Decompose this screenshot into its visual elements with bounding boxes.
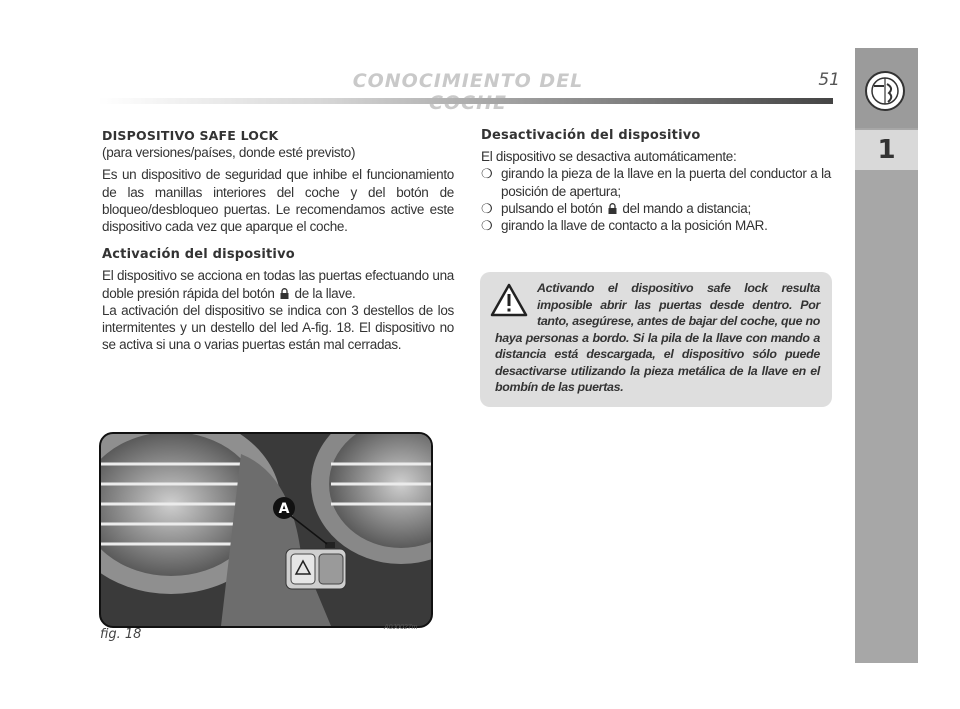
intro-paragraph: Es un dispositivo de seguridad que inhibe el funcionamiento de las manillas interiores del coche y del botón de bloqueo/desbloqueo puertas. Le recomendamos active este dispositivo cada vez que aparque el coche. <box>102 167 454 235</box>
figure-caption: fig. 18 <box>100 627 142 642</box>
list-item-text <box>501 200 751 217</box>
list-item <box>481 217 831 234</box>
list-item-text-end: del mando a distancia; <box>622 200 751 216</box>
lock-icon <box>608 203 617 214</box>
warning-text <box>495 280 820 396</box>
deactivation-heading: Desactivación del dispositivo <box>481 128 701 143</box>
section-subheading: (para versiones/países, donde esté previsto) <box>102 145 356 161</box>
dashboard-illustration <box>101 434 431 626</box>
list-item <box>481 200 831 217</box>
lock-icon <box>280 288 289 299</box>
page-header-title: CONOCIMIENTO DEL <box>352 70 584 92</box>
section-heading: DISPOSITIVO SAFE LOCK <box>102 128 279 143</box>
figure-callout-label: A <box>278 501 290 517</box>
page-number: 51 <box>818 70 840 90</box>
header-rule <box>98 98 833 104</box>
activation-text-end: de la llave. <box>294 285 356 301</box>
activation-led-paragraph: La activación del dispositivo se indica con 3 destellos de los intermitentes y un destello del led A-fig. 18. El dispositivo no se activa si una o varias puertas están mal cerradas. <box>102 302 454 353</box>
alfa-romeo-logo-icon <box>864 70 906 112</box>
activation-text-start: El dispositivo se acciona en todas las puertas efectuando una doble presión rápida del botón <box>102 268 454 301</box>
bullet-marker: ❍ <box>481 200 493 216</box>
list-item-text: girando la llave de contacto a la posición MAR. <box>501 218 768 234</box>
activation-heading: Activación del dispositivo <box>102 247 295 263</box>
figure-18-photo <box>99 432 433 628</box>
activation-paragraph <box>102 267 454 301</box>
list-item <box>481 165 831 199</box>
deactivation-intro: El dispositivo se desactiva automáticamente: <box>481 149 737 165</box>
chapter-tab: 1 <box>855 130 918 170</box>
right-column <box>481 127 831 234</box>
list-item-text-start: pulsando el botón <box>501 200 603 216</box>
left-column <box>102 127 454 353</box>
warning-text-content: Activando el dispositivo safe lock resulta imposible abrir las puertas desde dentro. Por tanto, asegúrese, antes de bajar del coche, que no haya personas a bordo. Si la pila de la llave con mando a distancia está descargada, el dispositivo sólo puede desactivarse utilizando la pieza metálica de la llave en el bombín de las puertas. <box>495 281 820 394</box>
figure-code: A0J0027m <box>384 624 418 631</box>
bullet-marker: ❍ <box>481 218 493 234</box>
bullet-marker: ❍ <box>481 166 493 182</box>
list-item-text: girando la pieza de la llave en la puerta del conductor a la posición de apertura; <box>501 166 831 199</box>
